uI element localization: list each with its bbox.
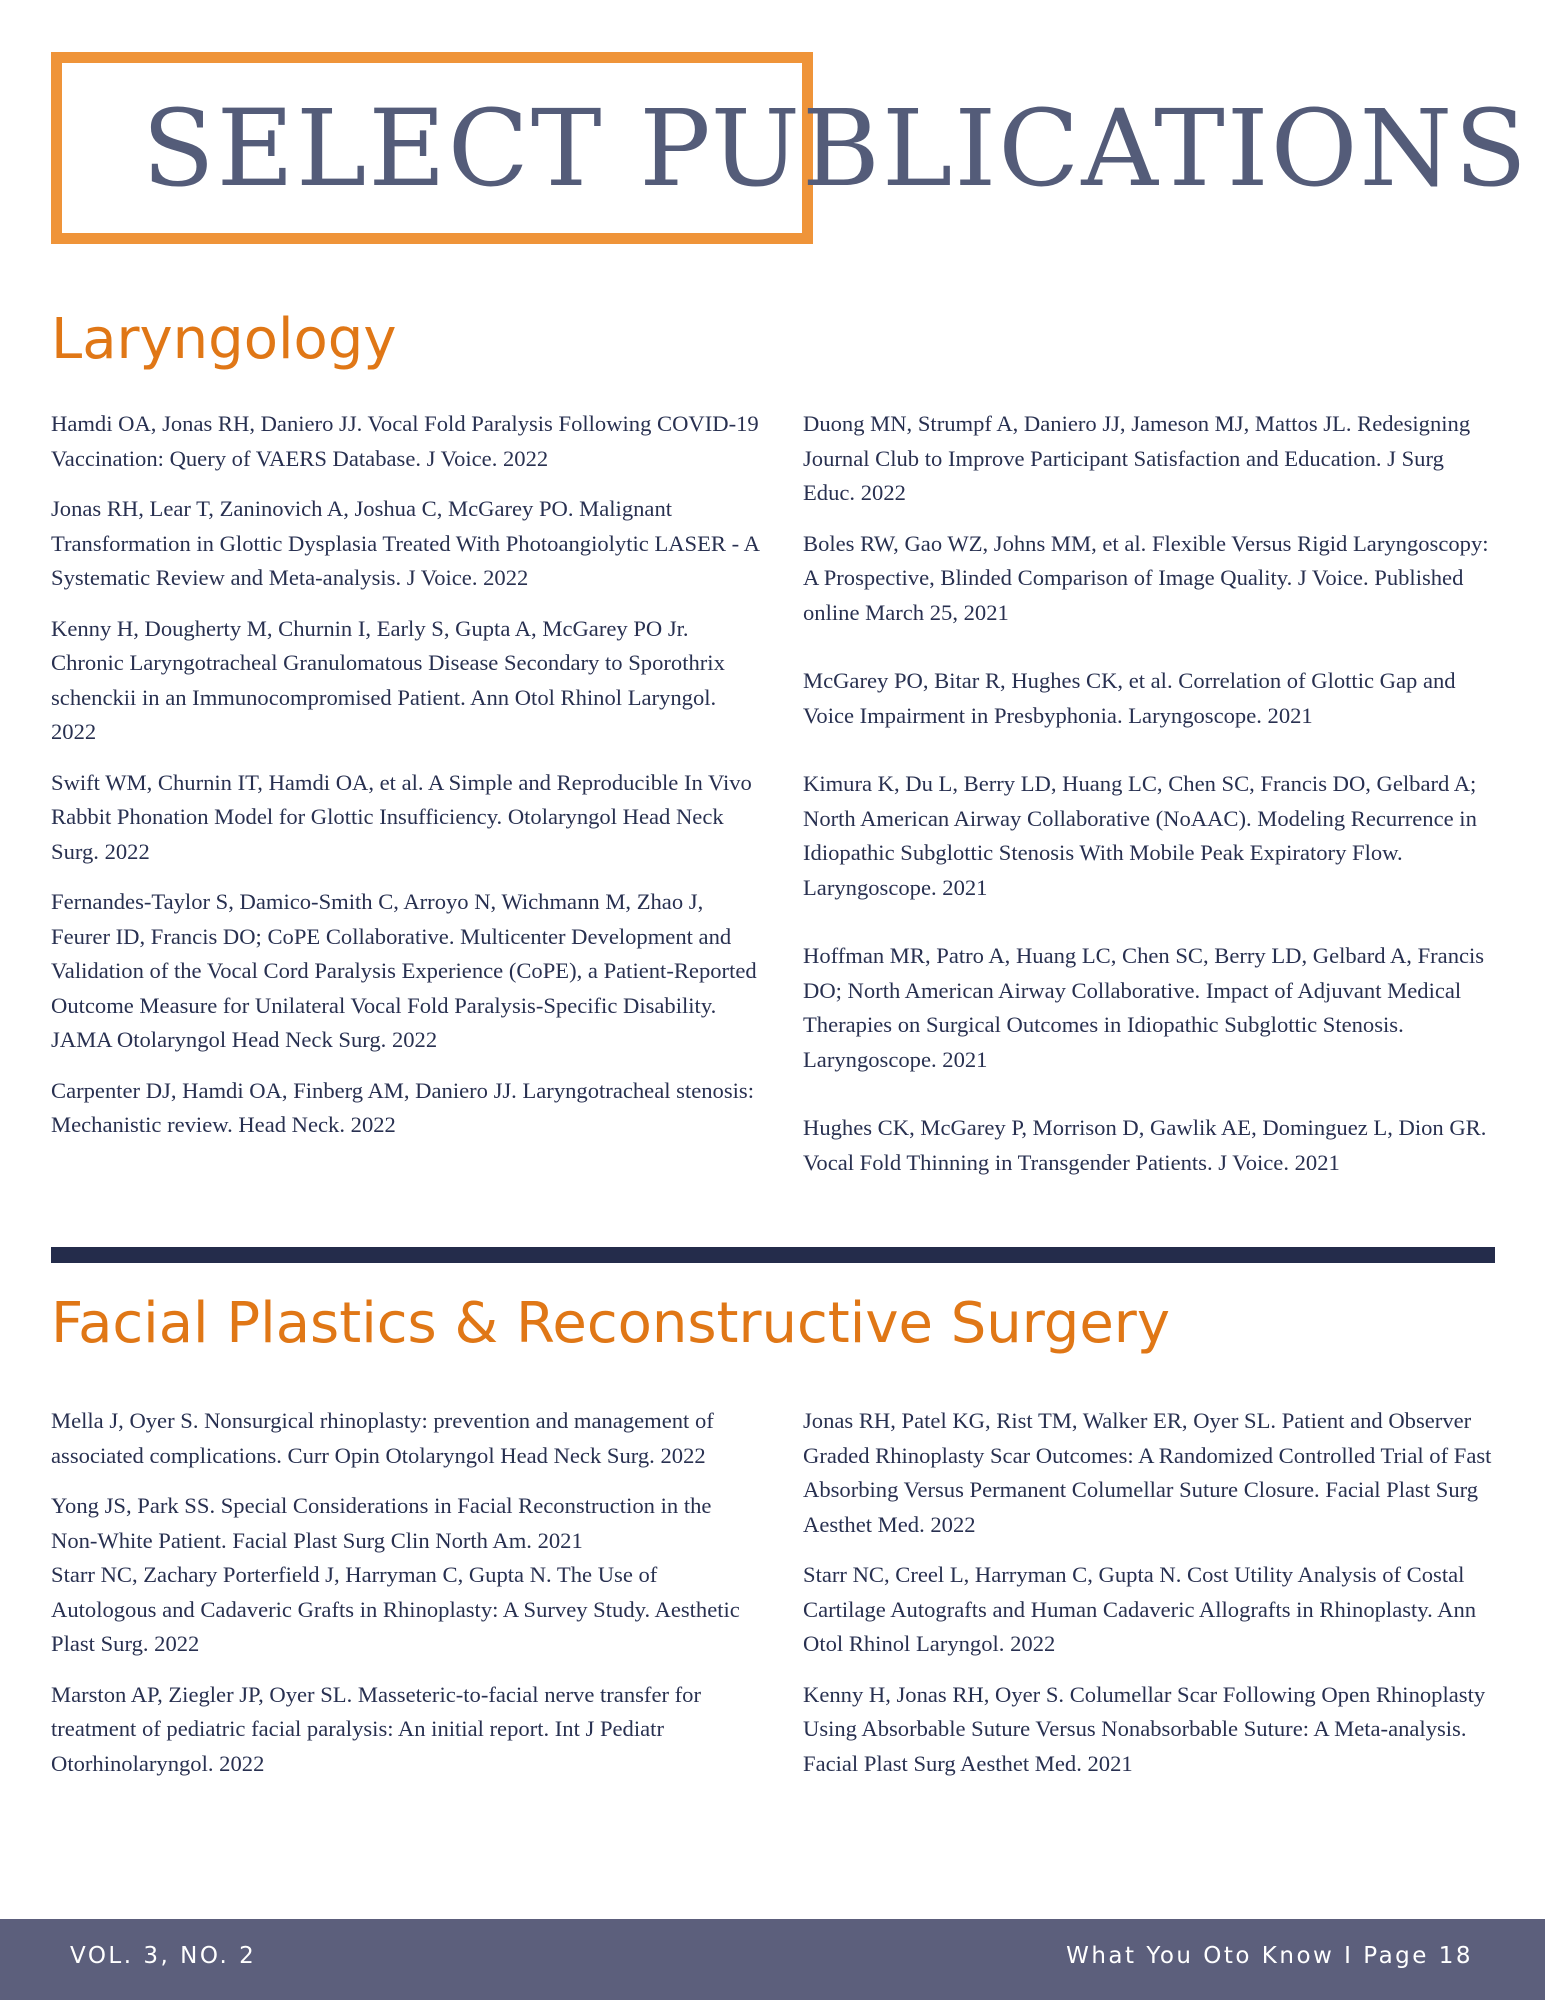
citation: McGarey PO, Bitar R, Hughes CK, et al. Correlation of Glottic Gap and Voice Impairment in Presbyphonia. Laryngoscope. 2021 <box>803 668 1456 728</box>
citation: Starr NC, Zachary Porterfield J, Harryman C, Gupta N. The Use of Autologous and Cadaveric Grafts in Rhinoplasty: A Survey Study. Aesthetic Plast Surg. 2022 <box>51 1562 740 1656</box>
laryngology-left-column <box>51 407 761 1143</box>
facial-plastics-right-column <box>803 1404 1501 1781</box>
section-heading-facial-plastics: Facial Plastics & Reconstructive Surgery <box>51 1291 1170 1356</box>
page-title: SELECT PUBLICATIONS <box>142 87 1529 210</box>
citation: Mella J, Oyer S. Nonsurgical rhinoplasty: prevention and management of associated complications. Curr Opin Otolaryngol Head Neck Surg. 2022 <box>51 1408 714 1468</box>
section-divider <box>51 1247 1495 1263</box>
page-number: What You Oto Know I Page 18 <box>1066 1943 1473 1969</box>
citation: Duong MN, Strumpf A, Daniero JJ, Jameson MJ, Mattos JL. Redesigning Journal Club to Improve Participant Satisfaction and Education. J Surg Educ. 2022 <box>803 411 1471 505</box>
citation: Marston AP, Ziegler JP, Oyer SL. Masseteric-to-facial nerve transfer for treatment of pediatric facial paralysis: An initial report. Int J Pediatr Otorhinolaryngol. 2022 <box>51 1681 701 1776</box>
citation: Starr NC, Creel L, Harryman C, Gupta N. Cost Utility Analysis of Costal Cartilage Autografts and Human Cadaveric Allografts in Rhinoplasty. Ann Otol Rhinol Laryngol. 2022 <box>803 1562 1477 1656</box>
volume-issue: VOL. 3, NO. 2 <box>70 1943 257 1969</box>
citation: Boles RW, Gao WZ, Johns MM, et al. Flexible Versus Rigid Laryngoscopy: A Prospective, Blinded Comparison of Image Quality. J Voice. Published online March 25, 2021 <box>803 530 1489 625</box>
citation: Kenny H, Jonas RH, Oyer S. Columellar Scar Following Open Rhinoplasty Using Absorbable Suture Versus Nonabsorbable Suture: A Meta-analysis. Facial Plast Surg Aesthet Med. 2021 <box>803 1681 1486 1776</box>
citation: Jonas RH, Lear T, Zaninovich A, Joshua C, McGarey PO. Malignant Transformation in Glottic Dysplasia Treated With Photoangiolytic LASER - A Systematic Review and Meta-analysis. J Voice. 2022 <box>51 496 759 590</box>
facial-plastics-left-column <box>51 1404 761 1781</box>
citation: Fernandes-Taylor S, Damico-Smith C, Arroyo N, Wichmann M, Zhao J, Feurer ID, Francis DO; CoPE Collaborative. Multicenter Development and Validation of the Vocal Cord Paralysis Experience (CoPE), a Patient-Reported Outcome Measure for Unilateral Vocal Fold Paralysis-Specific Disability. JAMA Otolaryngol Head Neck Surg. 2022 <box>51 889 757 1052</box>
citation: Kimura K, Du L, Berry LD, Huang LC, Chen SC, Francis DO, Gelbard A; North American Airway Collaborative (NoAAC). Modeling Recurrence in Idiopathic Subglottic Stenosis With Mobile Peak Expiratory Flow. Laryngoscope. 2021 <box>803 771 1477 900</box>
citation: Jonas RH, Patel KG, Rist TM, Walker ER, Oyer SL. Patient and Observer Graded Rhinoplasty Scar Outcomes: A Randomized Controlled Trial of Fast Absorbing Versus Permanent Columellar Suture Closure. Facial Plast Surg Aesthet Med. 2022 <box>803 1408 1492 1537</box>
citation: Carpenter DJ, Hamdi OA, Finberg AM, Daniero JJ. Laryngotracheal stenosis: Mechanistic review. Head Neck. 2022 <box>51 1077 754 1137</box>
laryngology-right-column <box>803 407 1501 1180</box>
citation: Hoffman MR, Patro A, Huang LC, Chen SC, Berry LD, Gelbard A, Francis DO; North American Airway Collaborative. Impact of Adjuvant Medical Therapies on Surgical Outcomes in Idiopathic Subglottic Stenosis. Laryngoscope. 2021 <box>803 943 1485 1072</box>
citation: Hamdi OA, Jonas RH, Daniero JJ. Vocal Fold Paralysis Following COVID-19 Vaccination: Query of VAERS Database. J Voice. 2022 <box>51 411 759 471</box>
citation: Yong JS, Park SS. Special Considerations in Facial Reconstruction in the Non-White Patient. Facial Plast Surg Clin North Am. 2021 <box>51 1493 712 1553</box>
citation: Swift WM, Churnin IT, Hamdi OA, et al. A Simple and Reproducible In Vivo Rabbit Phonation Model for Glottic Insufficiency. Otolaryngol Head Neck Surg. 2022 <box>51 769 752 864</box>
page-footer <box>0 1919 1545 2000</box>
citation: Kenny H, Dougherty M, Churnin I, Early S, Gupta A, McGarey PO Jr. Chronic Laryngotracheal Granulomatous Disease Secondary to Sporothrix schenckii in an Immunocompromised Patient. Ann Otol Rhinol Laryngol. 2022 <box>51 615 725 744</box>
citation: Hughes CK, McGarey P, Morrison D, Gawlik AE, Dominguez L, Dion GR. Vocal Fold Thinning in Transgender Patients. J Voice. 2021 <box>803 1115 1487 1175</box>
section-heading-laryngology: Laryngology <box>51 307 397 372</box>
